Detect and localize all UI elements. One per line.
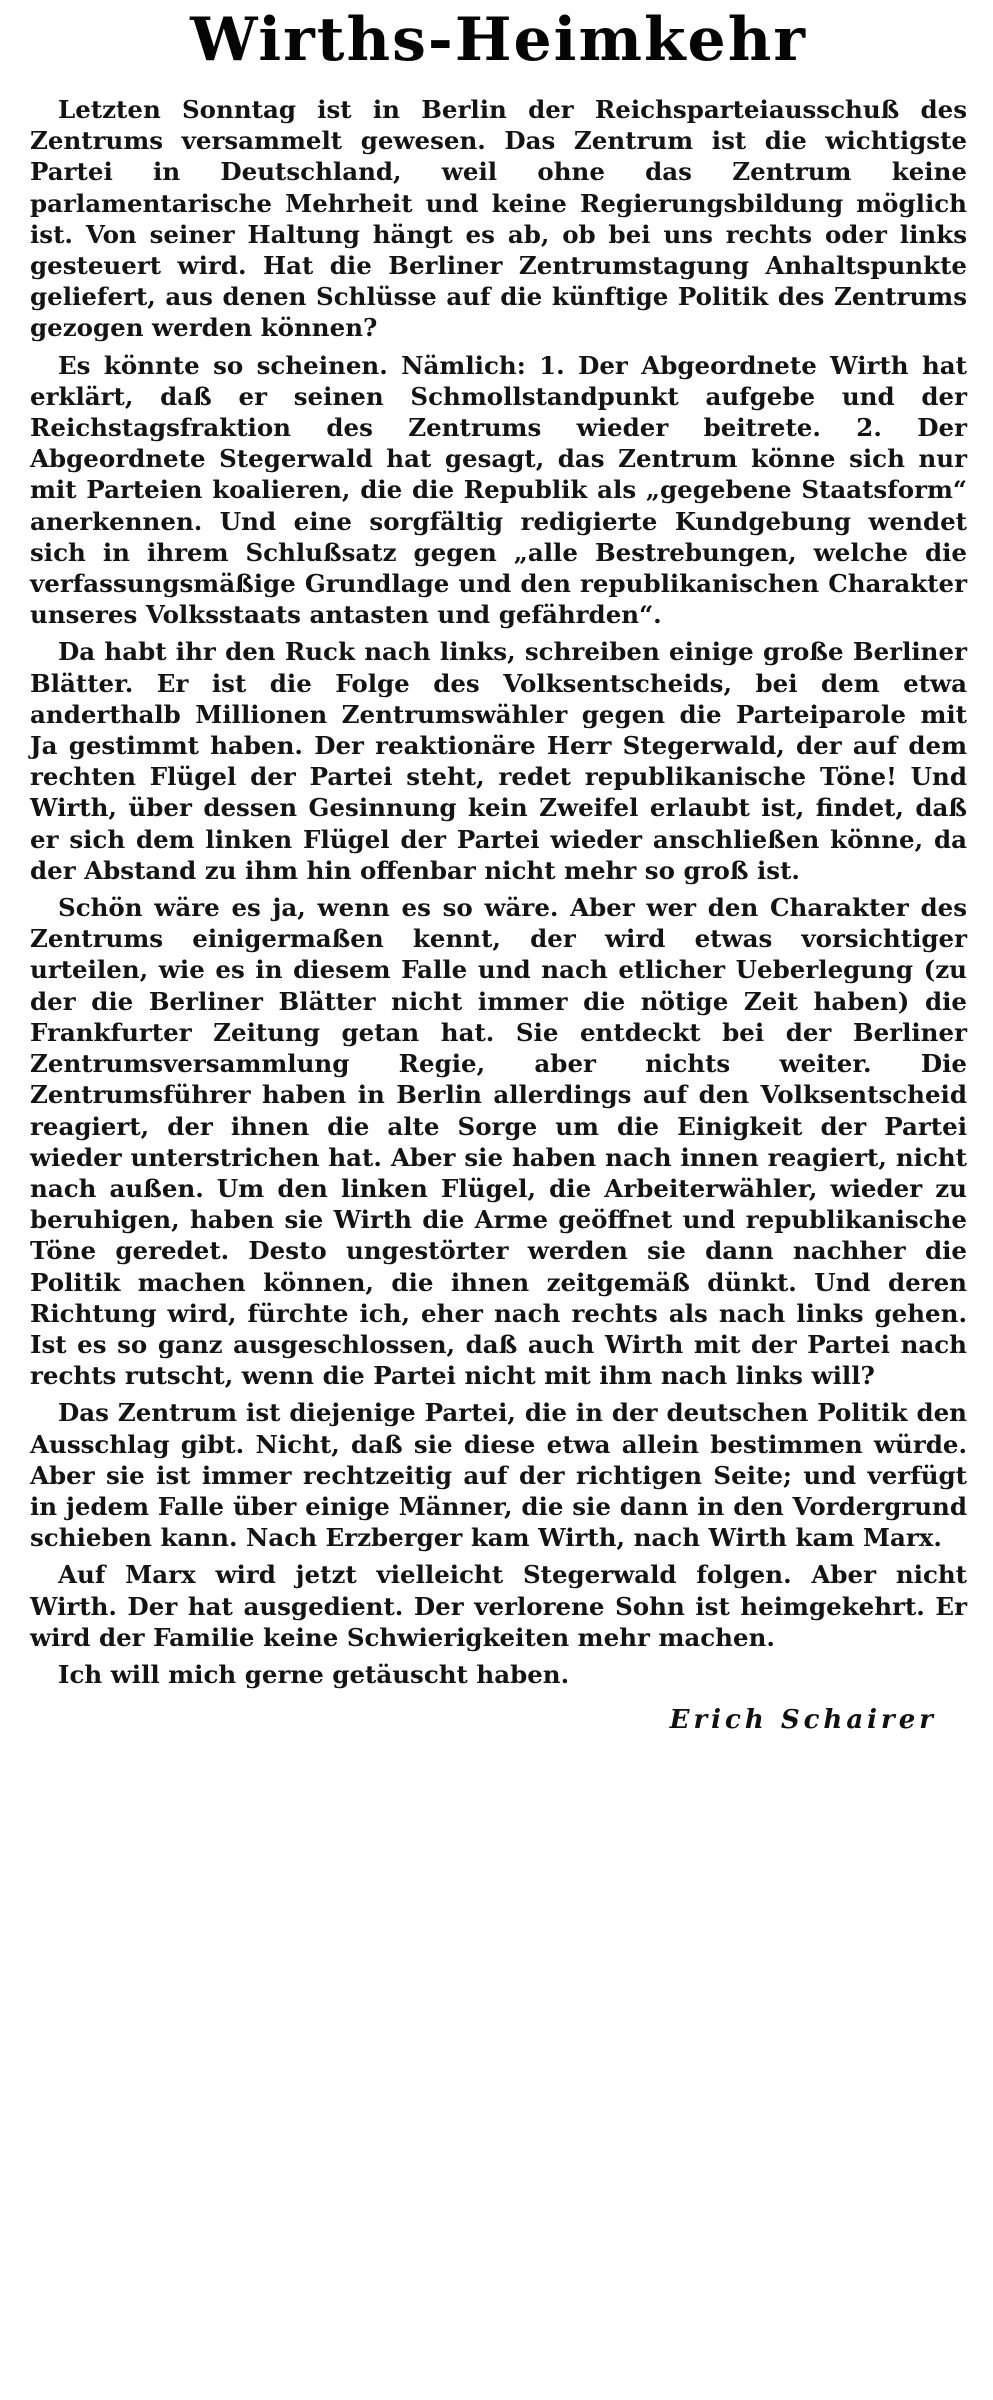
paragraph-3: Da habt ihr den Ruck nach links, schreiben einige große Berliner Blätter. Er ist die Folge des Volksentscheids, bei dem etwa anderthalb Millionen Zentrumswähler gegen die Parteiparole mit Ja gestimmt haben. Der reaktionäre Herr Stegerwald, der auf dem rechten Flügel der Partei steht, redet republikanische Töne! Und Wirth, über dessen Gesinnung kein Zweifel erlaubt ist, findet, daß er sich dem linken Flügel der Partei wieder anschließen könne, da der Abstand zu ihm hin offenbar nicht mehr so groß ist. <box>30 637 967 885</box>
paragraph-4: Schön wäre es ja, wenn es so wäre. Aber wer den Charakter des Zentrums einigermaßen kennt, der wird etwas vorsichtiger urteilen, wie es in diesem Falle und nach etlicher Ueberlegung (zu der die Berliner Blätter nicht immer die nötige Zeit haben) die Frankfurter Zeitung getan hat. Sie entdeckt bei der Berliner Zentrumsversammlung Regie, aber nichts weiter. Die Zentrumsführer haben in Berlin allerdings auf den Volksentscheid reagiert, der ihnen die alte Sorge um die Einigkeit der Partei wieder unterstrichen hat. Aber sie haben nach innen reagiert, nicht nach außen. Um den linken Flügel, die Arbeiterwähler, wieder zu beruhigen, haben sie Wirth die Arme geöffnet und republikanische Töne geredet. Desto ungestörter werden sie dann nachher die Politik machen können, die ihnen zeitgemäß dünkt. Und deren Richtung wird, fürchte ich, eher nach rechts als nach links gehen. Ist es so ganz ausgeschlossen, daß auch Wirth mit der Partei nach rechts rutscht, wenn die Partei nicht mit ihm nach links will? <box>30 893 967 1391</box>
paragraph-2: Es könnte so scheinen. Nämlich: 1. Der Abgeordnete Wirth hat erklärt, daß er seinen Schmollstandpunkt aufgebe und der Reichstagsfraktion des Zentrums wieder beitrete. 2. Der Abgeordnete Stegerwald hat gesagt, das Zentrum könne sich nur mit Parteien koalieren, die die Republik als „gegebene Staatsform“ anerkennen. Und eine sorgfältig redigierte Kundgebung wendet sich in ihrem Schlußsatz gegen „alle Bestrebungen, welche die verfassungsmäßige Grundlage und den republikanischen Charakter unseres Volksstaats antasten und gefährden“. <box>30 350 967 630</box>
paragraph-6: Auf Marx wird jetzt vielleicht Stegerwald folgen. Aber nicht Wirth. Der hat ausgedient. Der verlorene Sohn ist heimgekehrt. Er wird der Familie keine Schwierigkeiten mehr machen. <box>30 1560 967 1652</box>
author-signature: Erich Schairer <box>669 1705 937 1736</box>
paragraph-7: Ich will mich gerne getäuscht haben. <box>58 1659 570 1689</box>
article-body <box>30 94 967 1690</box>
paragraph-1: Letzten Sonntag ist in Berlin der Reichsparteiausschuß des Zentrums versammelt gewesen. Das Zentrum ist die wichtigste Partei in Deutschland, weil ohne das Zentrum keine parlamentarische Mehrheit und keine Regierungsbildung möglich ist. Von seiner Haltung hängt es ab, ob bei uns rechts oder links gesteuert wird. Hat die Berliner Zentrumstagung Anhaltspunkte geliefert, aus denen Schlüsse auf die künftige Politik des Zentrums gezogen werden können? <box>30 95 967 343</box>
article-headline: Wirths-Heimkehr <box>190 5 807 75</box>
paragraph-5: Das Zentrum ist diejenige Partei, die in der deutschen Politik den Ausschlag gibt. Nicht, daß sie diese etwa allein bestimmen würde. Aber sie ist immer rechtzeitig auf der richtigen Seite; und verfügt in jedem Falle über einige Männer, die sie dann in den Vordergrund schieben kann. Nach Erzberger kam Wirth, nach Wirth kam Marx. <box>30 1398 967 1553</box>
